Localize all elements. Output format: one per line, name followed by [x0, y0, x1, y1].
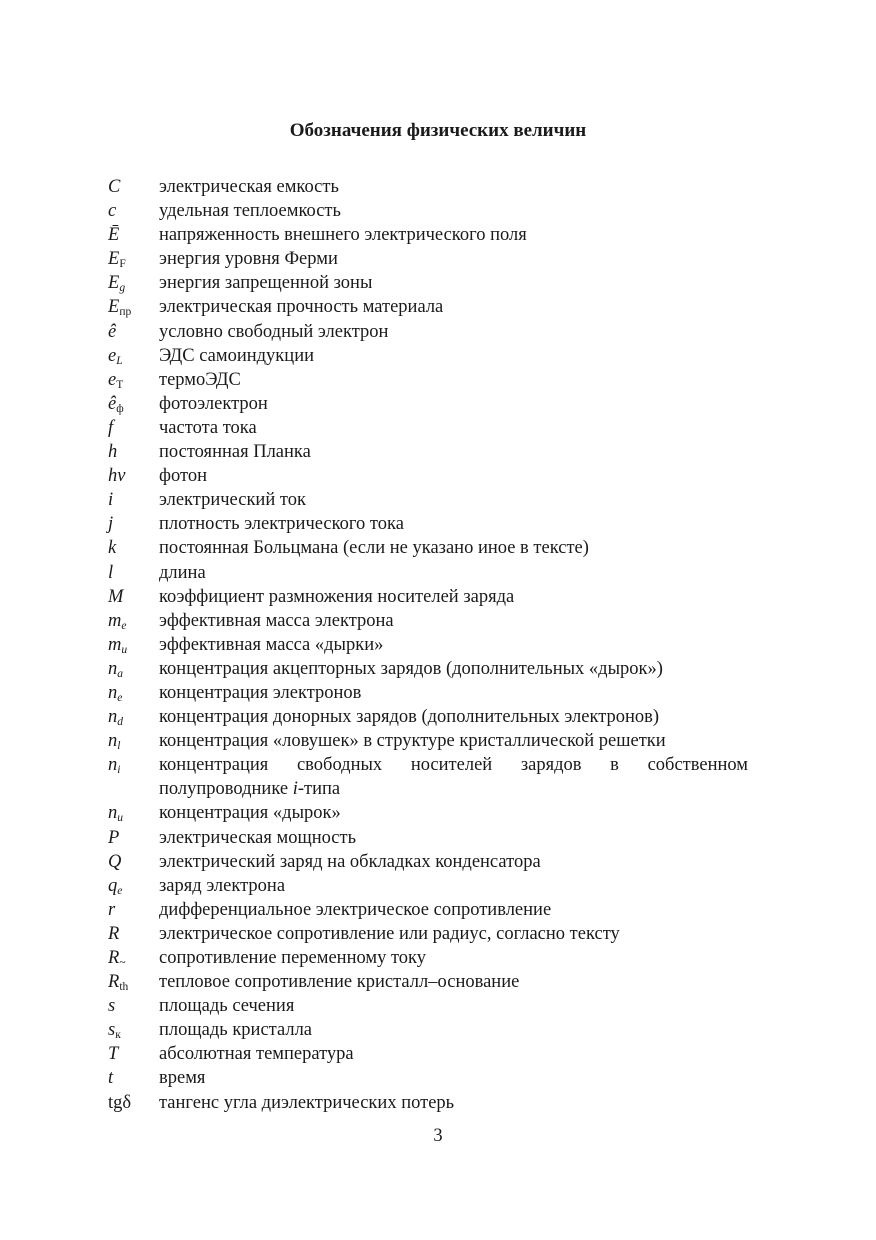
description: плотность электрического тока [159, 514, 404, 535]
description: тепловое сопротивление кристалл–основание [159, 972, 520, 993]
description: концентрация свободных носителей зарядов в собственном полупроводнике i-типа [159, 755, 748, 800]
description: эффективная масса электрона [159, 610, 394, 631]
list-item [108, 1066, 748, 1090]
list-item [108, 392, 748, 416]
list-item [108, 1091, 748, 1115]
list-item [108, 464, 748, 488]
description: площадь кристалла [159, 1020, 313, 1041]
list-item [108, 994, 748, 1018]
description: дифференциальное электрическое сопротивление [159, 899, 552, 920]
list-item [108, 681, 748, 705]
symbol: Q [108, 851, 122, 872]
symbol: $ê_ф$ [108, 393, 124, 415]
description: электрическая емкость [159, 177, 339, 197]
symbol: $n_l$ [108, 731, 121, 753]
description: фотон [159, 466, 207, 487]
description: тангенс угла диэлектрических потерь [159, 1092, 455, 1113]
symbol: h [108, 442, 118, 463]
description: фотоэлектрон [159, 393, 268, 414]
list-item [108, 561, 748, 585]
symbol: Ē [108, 225, 120, 246]
list-item [108, 271, 748, 295]
list-item [108, 657, 748, 681]
symbol: $m_e$ [108, 610, 127, 632]
symbol: $e_L$ [108, 345, 123, 367]
description: электрический заряд на обкладках конденсатора [159, 851, 541, 872]
symbol: $E_F$ [108, 249, 126, 271]
list-item [108, 729, 748, 753]
description: заряд электрона [159, 875, 286, 896]
list-item [108, 946, 748, 970]
symbol: T [108, 1044, 119, 1065]
description: абсолютная температура [159, 1044, 354, 1065]
symbol: $R_\sim$ [108, 948, 126, 969]
symbol: l [108, 562, 114, 583]
description: концентрация «дырок» [159, 803, 341, 824]
list-item [108, 850, 748, 874]
description: условно свободный электрон [159, 321, 389, 342]
list-item [108, 344, 748, 368]
list-item [108, 223, 748, 247]
symbols-list [108, 175, 748, 1115]
description: электрическая мощность [159, 827, 357, 848]
symbol: $q_e$ [108, 875, 123, 897]
list-item [108, 247, 748, 271]
symbol: hv [108, 466, 126, 487]
list-item [108, 633, 748, 657]
list-item [108, 295, 748, 319]
list-item [108, 970, 748, 994]
list-item [108, 199, 748, 223]
description: концентрация донорных зарядов (дополнительных электронов) [159, 707, 660, 728]
symbol: $s_к$ [108, 1020, 121, 1042]
symbol: k [108, 538, 117, 559]
list-item [108, 1018, 748, 1042]
symbol: $R_{th}$ [108, 972, 129, 994]
list-item [108, 585, 748, 609]
symbol: $n_e$ [108, 682, 123, 704]
description: энергия уровня Ферми [159, 249, 338, 270]
description: термоЭДС [159, 369, 241, 390]
description: удельная теплоемкость [159, 201, 341, 222]
list-item [108, 753, 748, 801]
description: электрический ток [159, 490, 306, 511]
list-item [108, 705, 748, 729]
symbol: tgδ [108, 1092, 132, 1113]
list-item [108, 801, 748, 825]
description: длина [159, 562, 206, 583]
description: постоянная Больцмана (если не указано иное в тексте) [159, 538, 589, 559]
symbol: M [108, 586, 124, 607]
page-number: 3 [433, 1126, 443, 1146]
symbol: C [108, 177, 121, 197]
symbol: ê [108, 321, 117, 342]
symbol: $e_Т$ [108, 369, 124, 391]
description: площадь сечения [159, 996, 295, 1017]
list-item [108, 922, 748, 946]
list-item [108, 512, 748, 536]
description: электрическое сопротивление или радиус, согласно тексту [159, 923, 620, 944]
list-item [108, 1042, 748, 1066]
description: энергия запрещенной зоны [159, 273, 373, 294]
symbol: c [108, 201, 117, 222]
symbol: $n_и$ [108, 803, 123, 825]
list-item [108, 368, 748, 392]
symbol: $n_a$ [108, 658, 123, 680]
description: концентрация электронов [159, 682, 362, 703]
symbol: r [108, 899, 116, 920]
symbol: $E_g$ [108, 273, 126, 295]
list-item [108, 175, 748, 199]
symbol: j [108, 514, 114, 535]
description: электрическая прочность материала [159, 297, 444, 318]
symbol: $E_{пр}$ [108, 297, 132, 319]
list-item [108, 488, 748, 512]
list-item [108, 874, 748, 898]
list-item [108, 536, 748, 560]
description: время [159, 1068, 206, 1089]
description: частота тока [159, 417, 257, 438]
symbol: f [108, 417, 114, 438]
description: коэффициент размножения носителей заряда [159, 586, 515, 607]
list-item [108, 898, 748, 922]
symbol: s [108, 996, 116, 1017]
list-item [108, 320, 748, 344]
symbol: $m_и$ [108, 634, 128, 656]
list-item [108, 609, 748, 633]
page-title: Обозначения физических величин [289, 120, 587, 141]
description: напряженность внешнего электрического поля [159, 225, 527, 246]
symbol: i [108, 490, 114, 511]
description: эффективная масса «дырки» [159, 634, 384, 655]
symbol: R [108, 923, 120, 944]
list-item [108, 440, 748, 464]
description: концентрация акцепторных зарядов (дополнительных «дырок») [159, 658, 663, 679]
description: концентрация «ловушек» в структуре кристаллической решетки [159, 731, 666, 752]
description: сопротивление переменному току [159, 948, 427, 968]
list-item [108, 826, 748, 850]
list-item [108, 416, 748, 440]
symbol: t [108, 1068, 114, 1089]
symbol: P [108, 827, 120, 848]
description: ЭДС самоиндукции [159, 345, 315, 366]
description: постоянная Планка [159, 442, 311, 463]
symbol: $n_i$ [108, 755, 121, 777]
symbol: $n_d$ [108, 707, 123, 729]
